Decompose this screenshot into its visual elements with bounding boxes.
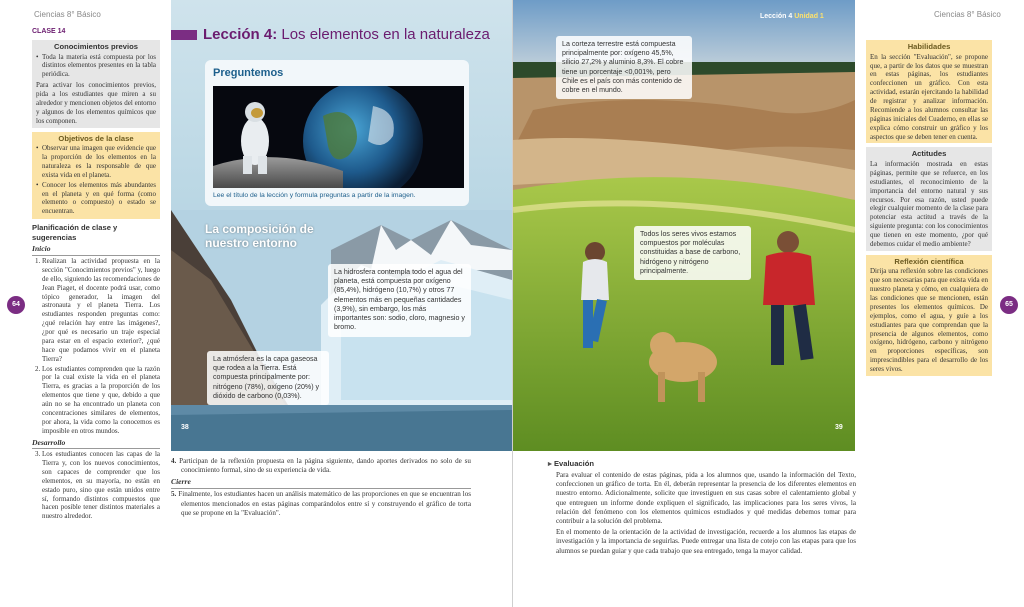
header-left: Ciencias 8° Básico xyxy=(34,10,101,19)
attitudes-text: La información mostrada en estas páginas, permite que se refuerce, en los estudiantes, el reconocimiento de la importancia del entorno natural y sus recursos. Por esa razón, usted puede elegir cualquier momento de la clase para potenciar esta actitud a través de la siguiente pregunta: con los conocimientos que tienen en este momento, ¿por qué debemos cuidar el medio ambiente? xyxy=(870,160,988,248)
prior-knowledge-paragraph: Para activar los conocimientos previos, pida a los estudiantes que miren a su alrededor y mencionen objetos del entorno y algunos de los elementos químicos que los componen. xyxy=(36,81,156,125)
textbook-page-39 xyxy=(513,0,855,451)
atmosphere-callout: La atmósfera es la capa gaseosa que rodea a la Tierra. Está compuesta principalmente por: nitrógeno (78%), oxígeno (20%) y dióxido de carbono (0,03%). xyxy=(207,351,329,405)
attitudes-box xyxy=(866,147,992,250)
objective-item: • Observar una imagen que evidencie que la proporción de los elementos en la naturaleza es la responsable de que exista vida en el planeta. xyxy=(42,144,156,180)
evaluation-section xyxy=(548,459,856,556)
evaluation-paragraph-1: Para evaluar el contenido de estas páginas, pida a los alumnos que, usando la información del Texto, confeccionen un gráfico de torta. En él, deberán representar la presencia de los diferentes elementos en nuestro entorno. Adicionalmente, solicite que investiguen en sus casas sobre el calentamiento global y que entreguen un informe donde expliquen el significado, las implicaciones para los seres vivos, la relación del fenómeno con los elementos químicos estudiados y qué medidas debemos tomar para contribuir a la solución del problema. xyxy=(556,470,856,525)
planning-title: Planificación de clase y sugerencias xyxy=(32,223,118,242)
skills-text: En la sección "Evaluación", se propone que, a partir de los datos que se muestran en estas páginas, los estudiantes confeccionen un gráfico. Con esta actividad, estarán ejercitando la habilidad de registrar y analizar información. Recomiende a los alumnos consultar las páginas iniciales del Cuaderno, en ellas se explica cómo construir un gráfico y los aspectos que se deben tener en cuenta. xyxy=(870,52,988,141)
lesson-title-label: Lección 4: xyxy=(203,26,278,43)
right-guide-column xyxy=(866,40,992,380)
evaluation-paragraph-2: En el momento de la orientación de la actividad de investigación, recuerde a los alumnos las etapas de investigación y la importancia de seguirlas. Puede entregar una lista de cotejo con las etapas para que los alumnos se puedan guiar y que cada trabajo que sea entregado, tenga la mayor calidad. xyxy=(556,528,856,555)
reflection-text: Dirija una reflexión sobre las condiciones que son necesarias para que exista vida en nuestro planeta y cómo, en cualquiera de las condiciones que se mencionen, están presentes los elementos químicos. De ejemplos, como el agua, y guíe a los estudiantes para que comprendan que la presencia de algunos elementos, como oxígeno, hidrógeno, carbono y nitrógeno en proporciones específicas, son imprescindibles para el desarrollo de los seres vivos. xyxy=(870,267,988,374)
activity-item-5: 5. Finalmente, los estudiantes hacen un análisis matemático de las proporciones en que se encuentran los elementos mencionados en estas páginas comparándolos entre sí y construyendo el gráfico de torta que se propone en la "Evaluación". xyxy=(171,490,471,517)
lesson-accent-bar xyxy=(171,30,197,40)
textbook-page-38 xyxy=(171,0,512,451)
development-item: 3. Los estudiantes conocen las capas de la Tierra y, con los nuevos conocimientos, son capaces de comprender que los elementos, en su mayoría, no están en estado puro, sino que están unidos entre sí, formando distintos compuestos que hacen posible tener distintos materiales a nuestro alrededor. xyxy=(42,450,160,521)
start-item: 2. Los estudiantes comprenden que la razón por la cual existe la vida en el planeta Tierra, es gracias a la proporción de los elementos que tiene y que, debido a que aún no se ha encontrado un planeta con concentraciones similares de elementos, por ahora, la vida como la conocemos es imposible en otros mundos. xyxy=(42,365,160,436)
objectives-title: Objetivos de la clase xyxy=(58,133,134,143)
prior-knowledge-box xyxy=(32,40,160,128)
unit-label: Unidad 1 xyxy=(794,13,824,20)
attitudes-title: Actitudes xyxy=(911,149,947,159)
start-label: Inicio xyxy=(32,244,160,256)
development-label: Desarrollo xyxy=(32,438,160,450)
objective-item: • Conocer los elementos más abundantes en el planeta y en qué forma (como elemento o compuesto) o estado se encuentran. xyxy=(42,181,156,217)
page-number-38: 38 xyxy=(181,424,189,431)
composition-title: La composición de nuestro entorno xyxy=(205,222,314,251)
header-right: Ciencias 8° Básico xyxy=(934,10,1001,19)
hydrosphere-callout: La hidrosfera contempla todo el agua del planeta, está compuesta por oxígeno (85,4%), hidrógeno (10,7%) y otros 77 elementos más en pequeñas cantidades (3,9%), sin embargo, los más importantes son: sodio, cloro, magnesio y bromo. xyxy=(328,264,471,337)
living-beings-callout: Todos los seres vivos estamos compuestos por moléculas constituidas a base de carbono, hidrógeno y nitrógeno principalmente. xyxy=(634,226,751,280)
crust-callout: La corteza terrestre está compuesta principalmente por: oxígeno 45,5%, silicio 27,2% y aluminio 8,3%. El cobre tiene un porcentaje <0,001%, pero Chile es el país con más contenido de cobre en el mundo. xyxy=(556,36,692,99)
left-guide-column xyxy=(32,28,160,522)
activity-item-4-text: Participan de la reflexión propuesta en la página siguiente, dando aportes derivados no solo de su conocimiento formal, sino de su experiencia de vida. xyxy=(179,457,471,475)
lesson-title xyxy=(203,26,490,43)
prior-knowledge-title: Conocimientos previos xyxy=(54,41,138,51)
page-number-65: 65 xyxy=(1000,296,1018,314)
close-label: Cierre xyxy=(171,477,471,489)
preguntemos-panel xyxy=(205,60,469,206)
reflection-title: Reflexión científica xyxy=(894,256,964,266)
page-number-64: 64 xyxy=(7,296,25,314)
gutter-line xyxy=(512,0,513,607)
space-image xyxy=(213,86,464,188)
class-label: CLASE 14 xyxy=(32,28,66,35)
objectives-box xyxy=(32,132,160,220)
skills-title: Habilidades xyxy=(907,42,951,51)
preguntemos-title: Preguntemos xyxy=(213,67,284,79)
bottom-middle-text xyxy=(171,457,471,518)
evaluation-title-text: Evaluación xyxy=(553,459,595,468)
activity-item-4: 4. Participan de la reflexión propuesta en la página siguiente, dando aportes derivados no solo de su conocimiento formal, sino de su experiencia de vida. xyxy=(171,457,471,475)
astronaut-earth-illustration xyxy=(213,86,464,188)
start-item: 1. Realizan la actividad propuesta en la sección "Conocimientos previos" y, luego de ello, siguiendo las recomendaciones de Jean Piaget, el docente podrá usar, como tópico generador, la imagen del astronauta y el planeta Tierra. Los estudiantes responden preguntas como: ¿qué relación hay entre las imágenes?, ¿por qué es necesario un traje especial para estar en el espacio exterior?, ¿qué hace que podamos vivir en el planeta Tierra? xyxy=(42,257,160,364)
lesson-title-subtitle: Los elementos en la naturaleza xyxy=(281,26,490,43)
activity-item-5-text: Finalmente, los estudiantes hacen un análisis matemático de las proporciones en que se encuentran los elementos mencionados en estas páginas comparándolos entre sí y construyendo el gráfico de torta que se propone en la "Evaluación". xyxy=(178,490,471,517)
evaluation-arrow-icon: ▸ xyxy=(548,459,552,468)
page-number-39: 39 xyxy=(835,424,843,431)
evaluation-title xyxy=(548,459,856,469)
lesson-unit-label xyxy=(760,13,824,20)
lesson-label: Lección 4 xyxy=(760,13,793,20)
preguntemos-caption: Lee el título de la lección y formula preguntas a partir de la imagen. xyxy=(213,192,416,199)
prior-knowledge-bullet: • Toda la materia está compuesta por los distintos elementos presentes en la tabla periódica. xyxy=(42,53,156,80)
skills-box xyxy=(866,40,992,143)
reflection-box xyxy=(866,255,992,376)
